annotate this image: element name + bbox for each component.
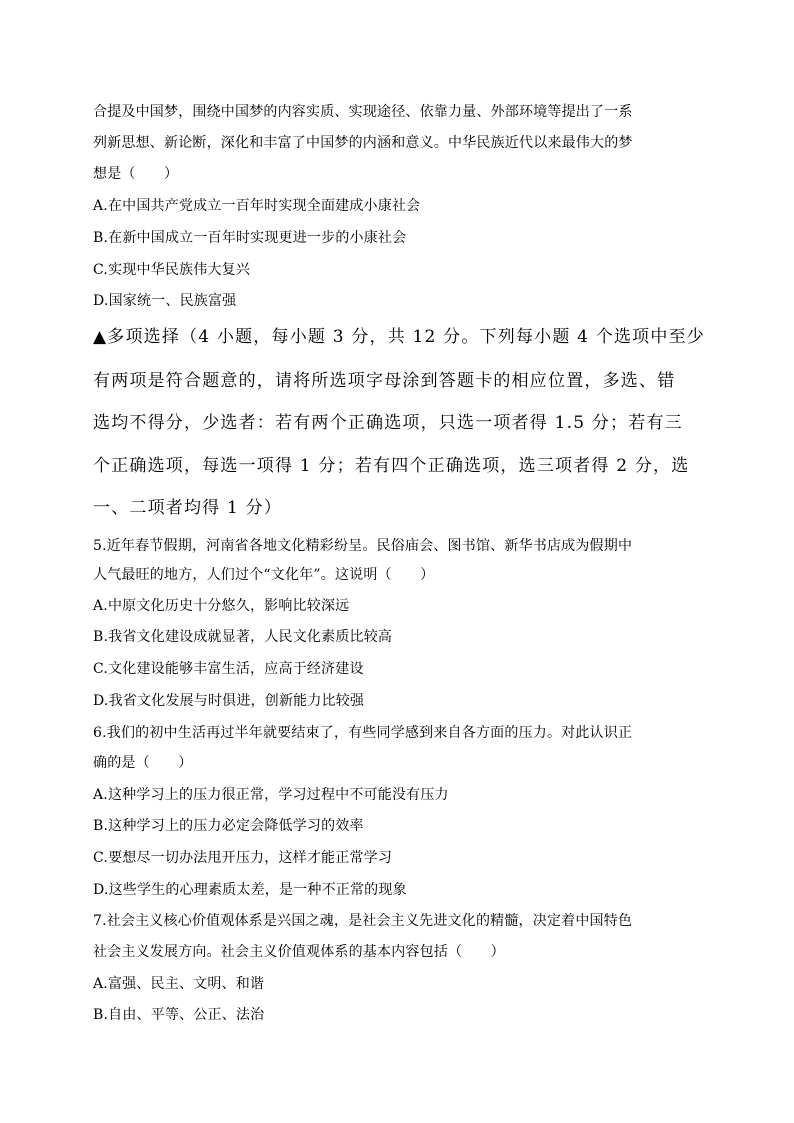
- question-7-text-line-1: 7.社会主义核心价值观体系是兴国之魂，是社会主义先进文化的精髓，决定着中国特色: [93, 913, 633, 929]
- question-6-option-b: B.这种学习上的压力必定会降低学习的效率: [93, 818, 364, 834]
- question-5-text-line-2: 人气最旺的地方，人们过个“文化年”。这说明（ ）: [93, 567, 435, 583]
- question-5-option-c: C.文化建设能够丰富生活，应高于经济建设: [93, 661, 364, 677]
- question-4-text-line-1: 合提及中国梦，围绕中国梦的内容实质、实现途径、依靠力量、外部环境等提出了一系: [93, 104, 633, 120]
- question-4-option-c: C.实现中华民族伟大复兴: [93, 262, 251, 278]
- question-6-option-d: D.这些学生的心理素质太差，是一种不正常的现象: [93, 882, 407, 898]
- question-5-option-a: A.中原文化历史十分悠久，影响比较深远: [93, 598, 350, 614]
- question-7-option-b: B.自由、平等、公正、法治: [93, 1007, 265, 1023]
- question-4-option-b: B.在新中国成立一百年时实现更进一步的小康社会: [93, 230, 407, 246]
- question-4-text-line-2: 列新思想、新论断，深化和丰富了中国梦的内涵和意义。中华民族近代以来最伟大的梦: [93, 135, 633, 151]
- section-instructions-line-4: 个正确选项，每选一项得 1 分；若有四个正确选项，选三项者得 2 分，选: [93, 456, 690, 476]
- question-5-text-line-1: 5.近年春节假期，河南省各地文化精彩纷呈。民俗庙会、图书馆、新华书店成为假期中: [93, 538, 633, 554]
- question-4-text-line-3: 想是（ ）: [93, 166, 179, 182]
- question-4-option-a: A.在中国共产党成立一百年时实现全面建成小康社会: [93, 198, 421, 214]
- question-5-option-d: D.我省文化发展与时俱进，创新能力比较强: [93, 693, 365, 709]
- question-6-text-line-2: 确的是（ ）: [93, 755, 193, 771]
- section-instructions-line-2: 有两项是符合题意的，请将所选项字母涂到答题卡的相应位置，多选、错: [93, 371, 676, 391]
- section-instructions-line-3: 选均不得分，少选者：若有两个正确选项，只选一项者得 1.5 分；若有三: [93, 413, 683, 433]
- question-6-option-c: C.要想尽一切办法甩开压力，这样才能正常学习: [93, 850, 393, 866]
- question-6-text-line-1: 6.我们的初中生活再过半年就要结束了，有些同学感到来自各方面的压力。对此认识正: [93, 725, 633, 741]
- question-6-option-a: A.这种学习上的压力很正常，学习过程中不可能没有压力: [93, 787, 449, 803]
- section-instructions-line-1: ▲多项选择（4 小题，每小题 3 分，共 12 分。下列每小题 4 个选项中至少: [93, 327, 705, 347]
- question-7-option-a: A.富强、民主、文明、和谐: [93, 976, 265, 992]
- section-instructions-line-5: 一、二项者均得 1 分）: [93, 498, 283, 518]
- question-5-option-b: B.我省文化建设成就显著，人民文化素质比较高: [93, 629, 393, 645]
- question-4-option-d: D.国家统一、民族富强: [93, 293, 237, 309]
- question-7-text-line-2: 社会主义发展方向。社会主义价值观体系的基本内容包括（ ）: [93, 944, 505, 960]
